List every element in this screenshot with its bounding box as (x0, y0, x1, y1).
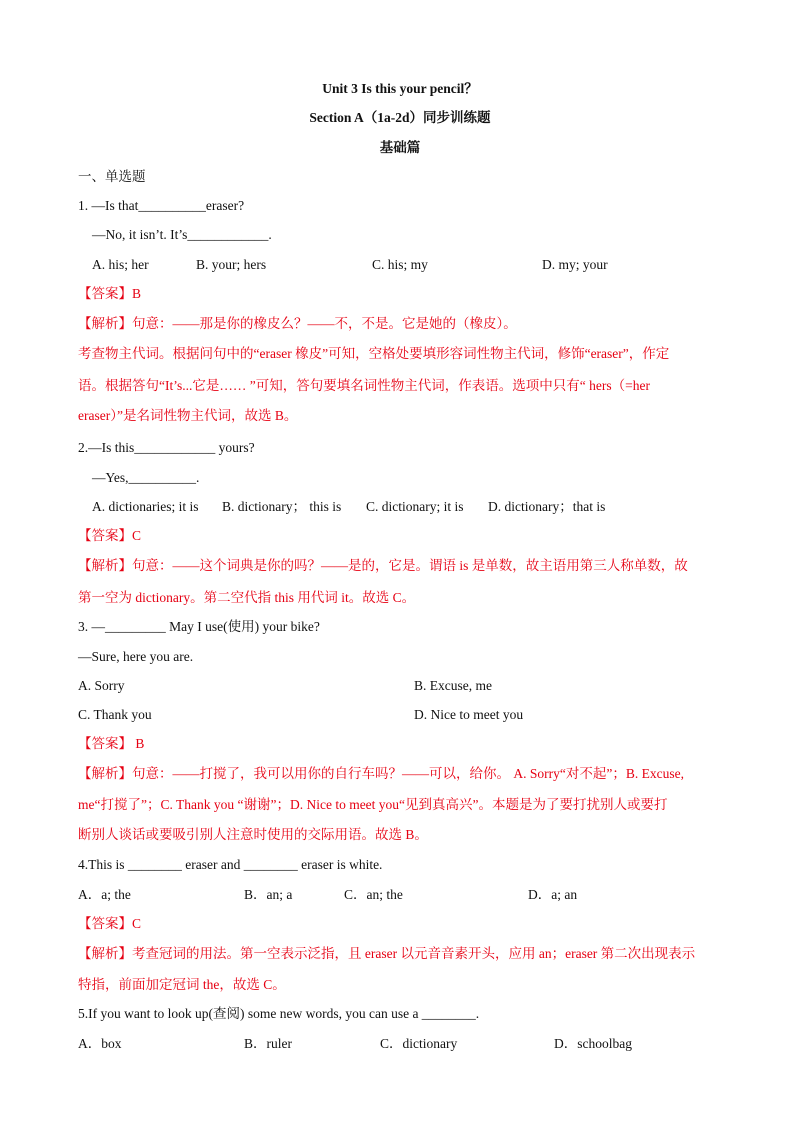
q4-option-a: A．a; the (78, 887, 131, 902)
q1-analysis-line1: 【解析】句意：——那是你的橡皮么？——不，不是。它是她的（橡皮）。 (78, 316, 517, 331)
q3-analysis-line2: me“打搅了”；C. Thank you “谢谢”；D. Nice to meet you“见到真高兴”。本题是为了要打扰别人或要打 (78, 797, 668, 812)
document-title: Unit 3 Is this your pencil？ (322, 81, 478, 96)
q2-stem-line2: —Yes,__________. (92, 470, 200, 485)
q4-option-d: D．a; an (528, 887, 578, 902)
q2-option-a: A. dictionaries; it is (92, 499, 199, 514)
q2-option-c: C. dictionary; it is (366, 499, 464, 514)
q4-answer: 【答案】C (78, 916, 142, 931)
q2-analysis-line2: 第一空为 dictionary。第二空代指 this 用代词 it。故选 C。 (78, 590, 416, 605)
q5-option-c: C．dictionary (380, 1036, 458, 1051)
q3-stem-line2: —Sure, here you are. (78, 649, 194, 664)
q1-stem-line2: —No, it isn’t. It’s____________. (92, 227, 272, 242)
level-title: 基础篇 (379, 140, 421, 155)
q4-stem-line1: 4.This is ________ eraser and ________ eraser is white. (78, 857, 383, 872)
q1-option-d: D. my; your (542, 257, 608, 272)
q1-stem-line1: 1. —Is that__________eraser? (78, 198, 245, 213)
q2-answer: 【答案】C (78, 528, 142, 543)
q3-option-c: C. Thank you (78, 707, 152, 722)
q5-option-d: D．schoolbag (554, 1036, 632, 1051)
q3-analysis-line1: 【解析】句意：——打搅了，我可以用你的自行车吗？——可以，给你。 A. Sorry“对不起”；B. Excuse, (78, 766, 684, 781)
q2-stem-line1: 2.—Is this____________ yours? (78, 440, 255, 455)
q1-option-a: A. his; her (92, 257, 149, 272)
q2-option-d: D. dictionary；that is (488, 499, 606, 514)
q4-option-b: B．an; a (244, 887, 293, 902)
q2-analysis-line1: 【解析】句意：——这个词典是你的吗？——是的，它是。谓语 is 是单数，故主语用第三人称单数，故 (78, 558, 688, 573)
q3-option-b: B. Excuse, me (414, 678, 492, 693)
q4-analysis-line1: 【解析】考查冠词的用法。第一空表示泛指，且 eraser 以元音音素开头，应用 an；eraser 第二次出现表示 (78, 946, 696, 961)
q3-answer: 【答案】 B (78, 736, 145, 751)
q2-option-b: B. dictionary； this is (222, 499, 342, 514)
q5-option-a: A．box (78, 1036, 122, 1051)
section-title: Section A（1a-2d）同步训练题 (309, 110, 491, 125)
q3-analysis-line3: 断别人谈话或要吸引别人注意时使用的交际用语。故选 B。 (78, 827, 428, 842)
q5-stem-line1: 5.If you want to look up(查阅) some new words, you can use a ________. (78, 1006, 480, 1021)
q1-analysis-line3: 语。根据答句“It’s...它是…… ”可知，答句要填名词性物主代词，作表语。选项中只有“ hers（=her (78, 378, 650, 393)
q4-analysis-line2: 特指，前面加定冠词 the，故选 C。 (78, 977, 286, 992)
q1-analysis-line4: eraser）”是名词性物主代词，故选 B。 (78, 408, 298, 423)
q1-analysis-line2: 考查物主代词。根据问句中的“eraser 橡皮”可知，空格处要填形容词性物主代词，修饰“eraser”，作定 (78, 346, 670, 361)
q3-option-a: A. Sorry (78, 678, 125, 693)
q3-option-d: D. Nice to meet you (414, 707, 524, 722)
q3-stem-line1: 3. —_________ May I use(使用) your bike? (78, 619, 320, 634)
q5-option-b: B．ruler (244, 1036, 292, 1051)
q4-option-c: C．an; the (344, 887, 403, 902)
q1-option-b: B. your; hers (196, 257, 267, 272)
section-heading: 一、单选题 (78, 169, 146, 184)
q1-answer: 【答案】B (78, 286, 142, 301)
q1-option-c: C. his; my (372, 257, 428, 272)
